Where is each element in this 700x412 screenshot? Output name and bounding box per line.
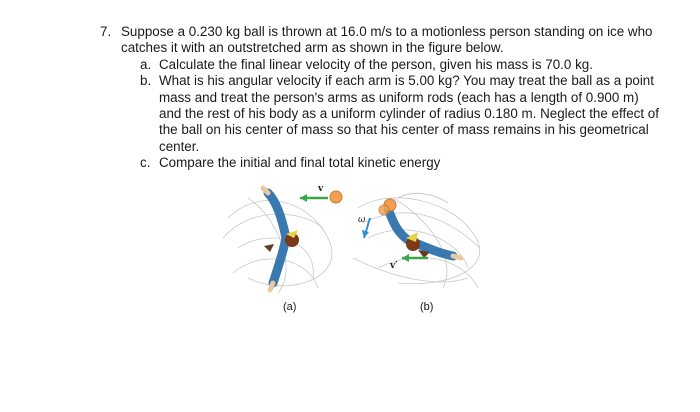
caption-b: (b) xyxy=(420,301,434,313)
problem-parts xyxy=(100,57,660,172)
label-v-prime: v′ xyxy=(390,261,398,271)
problem-number: 7. xyxy=(100,24,112,39)
part-b-label: b. xyxy=(140,73,152,89)
part-c-text: Compare the initial and final total kinetic energy xyxy=(159,155,441,171)
label-v: v xyxy=(318,184,324,194)
label-omega: ω xyxy=(358,215,366,225)
ice-scratch-lines xyxy=(223,198,480,293)
problem-stem: Suppose a 0.230 kg ball is thrown at 16.0 m/s to a motionless person standing on ice who catches it with an outstretched arm as shown in the figure below. xyxy=(121,24,653,56)
velocity-arrow-v-prime-head xyxy=(402,254,409,262)
angular-velocity-arrow-head xyxy=(362,230,369,238)
problem-7 xyxy=(100,24,660,172)
part-a-label: a. xyxy=(140,56,152,72)
part-c-label: c. xyxy=(140,155,151,171)
velocity-arrow-v-head xyxy=(300,194,307,202)
part-c xyxy=(140,155,660,171)
figure-illustration xyxy=(218,178,498,328)
part-b xyxy=(140,73,660,155)
ball-a xyxy=(330,191,342,203)
caption-a: (a) xyxy=(283,301,297,313)
ball-b-2 xyxy=(379,205,389,215)
part-a xyxy=(140,57,660,73)
skater-figure xyxy=(218,178,498,328)
part-b-text: What is his angular velocity if each arm is 5.00 kg? You may treat the ball as a point mass and treat the person's arms as uniform rods (each has a length of 0.900 m) and the rest of his body as a uniform cylinder of radius 0.180 m. Neglect the effect of the ball on his center of mass so that his center of mass remains in his geometrical center. xyxy=(159,73,659,154)
part-a-text: Calculate the final linear velocity of the person, given his mass is 70.0 kg. xyxy=(159,56,593,72)
